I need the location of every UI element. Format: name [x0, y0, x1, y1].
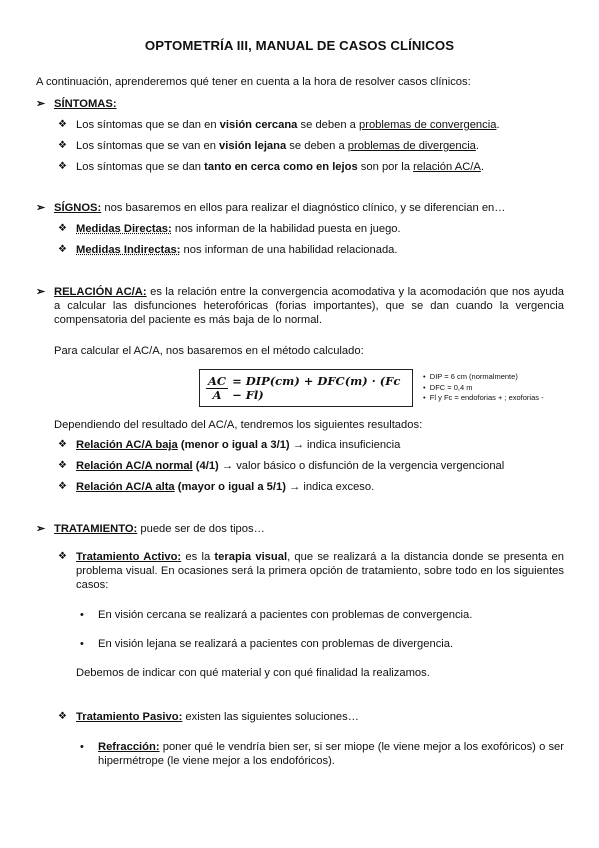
signos-heading-label: SÍGNOS: [54, 202, 102, 214]
result-bold: (4/1) [192, 460, 219, 472]
result-bold: (menor o igual a 3/1) [177, 439, 290, 451]
diamond-bullet-icon: ❖ [58, 119, 67, 130]
arrow-bullet-icon: ➢ [36, 202, 46, 214]
relacion-text: es la relación entre la convergencia acomodativa y la acomodación que nos ayuda a calcular las disfunciones heterofóricas (forias importantes), que se dan cuando la vergencia compensatoria del paciente es más baja de lo normal. [54, 286, 565, 326]
note-item: • DIP = 6 cm (normalmente) [423, 372, 518, 381]
arrow-bullet-icon: ➢ [36, 98, 46, 110]
signos-item [76, 243, 398, 257]
result-text: → indica insuficiencia [289, 439, 401, 451]
item-bold: visión cercana [219, 119, 298, 131]
result-label: Relación AC/A normal [76, 460, 193, 472]
diamond-bullet-icon: ❖ [58, 140, 67, 151]
formula-denominator: A [212, 387, 222, 402]
tratamiento-pasivo [76, 710, 359, 724]
item-text: . [480, 161, 484, 173]
signos-item-label: Medidas Indirectas: [76, 244, 181, 256]
diamond-bullet-icon: ❖ [58, 711, 67, 722]
diamond-bullet-icon: ❖ [58, 551, 67, 562]
signos-item-label: Medidas Directas: [76, 223, 172, 235]
tratamiento-text: puede ser de dos tipos… [137, 523, 265, 535]
pasivo-text: existen las siguientes soluciones… [182, 711, 359, 723]
intro-text: A continuación, aprenderemos qué tener en cuenta a la hora de resolver casos clínicos: [36, 76, 471, 88]
tratamiento-heading [54, 522, 265, 536]
note-text: DIP = 6 cm (normalmente) [429, 372, 518, 381]
signos-text: nos basaremos en ellos para realizar el diagnóstico clínico, y se diferencian en… [101, 202, 506, 214]
refraccion-text: poner qué le vendría bien ser, si ser miope (le viene mejor a los exofóricos) o ser hipermétrope (le viene mejor a los endofóricos). [98, 741, 564, 767]
formula-numerator: AC [208, 373, 227, 388]
tratamiento-heading-label: TRATAMIENTO: [54, 523, 138, 535]
result-item [76, 480, 374, 494]
diamond-bullet-icon: ❖ [58, 161, 67, 172]
bullet-dot-icon: • [80, 609, 84, 621]
results-text: Dependiendo del resultado del AC/A, tendremos los siguientes resultados: [54, 419, 423, 431]
item-underlined: problemas de convergencia [359, 119, 497, 131]
bullet-dot-icon: • [80, 638, 84, 650]
signos-item [76, 222, 401, 236]
sintomas-heading [54, 97, 117, 111]
item-bold: visión lejana [219, 140, 287, 152]
activo-closing: Debemos de indicar con qué material y con qué finalidad la realizamos. [76, 667, 430, 679]
sintomas-item [76, 118, 500, 132]
result-label: Relación AC/A alta [76, 481, 175, 493]
sintomas-heading-label: SÍNTOMAS: [54, 98, 117, 110]
item-text: Los síntomas que se dan [76, 161, 205, 173]
formula-fraction [206, 375, 228, 402]
diamond-bullet-icon: ❖ [58, 481, 67, 492]
relacion-paragraph [54, 285, 564, 327]
activo-text: , que se realizará a la distancia donde se presenta en problema visual. En ocasiones será la primera opción de tratamiento, sobre todo en los siguientes casos: [76, 551, 564, 591]
sintomas-item [76, 160, 484, 174]
relacion-heading: RELACIÓN AC/A: [54, 286, 147, 298]
arrow-bullet-icon: ➢ [36, 523, 46, 535]
item-text: Los síntomas que se dan en [76, 119, 220, 131]
diamond-bullet-icon: ❖ [58, 244, 67, 255]
result-bold: (mayor o igual a 5/1) [174, 481, 286, 493]
diamond-bullet-icon: ❖ [58, 223, 67, 234]
item-text: se deben a [297, 119, 359, 131]
activo-bold: terapia visual [214, 551, 288, 563]
note-text: DFC = 0,4 m [429, 382, 473, 392]
result-text: → valor básico o disfunción de la vergencia vergencional [218, 460, 505, 472]
refraccion-paragraph [98, 740, 564, 768]
note-text: Fl y Fc = endoforias + ; exoforias - [429, 393, 544, 402]
diamond-bullet-icon: ❖ [58, 460, 67, 471]
formula-rhs: = DIP(cm) + DFC(m) · (Fc − Fl) [232, 374, 401, 402]
activo-label: Tratamiento Activo: [76, 551, 182, 563]
activo-bullet: En visión cercana se realizará a pacientes con problemas de convergencia. [98, 609, 473, 621]
pasivo-label: Tratamiento Pasivo: [76, 711, 183, 723]
diamond-bullet-icon: ❖ [58, 439, 67, 450]
page-title: OPTOMETRÍA III, MANUAL DE CASOS CLÍNICOS [144, 38, 455, 53]
calc-text: Para calcular el AC/A, nos basaremos en el método calculado: [54, 345, 364, 357]
result-item [76, 459, 504, 473]
item-text: . [496, 119, 500, 131]
result-label: Relación AC/A baja [76, 439, 178, 451]
arrow-bullet-icon: ➢ [36, 286, 46, 298]
sintomas-item [76, 139, 479, 153]
formula-box [199, 369, 413, 407]
item-text: Los síntomas que se van en [76, 140, 220, 152]
signos-item-text: nos informan de la habilidad puesta en juego. [171, 223, 401, 235]
signos-item-text: nos informan de una habilidad relacionada. [180, 244, 398, 256]
result-text: → indica exceso. [285, 481, 375, 493]
item-underlined: relación AC/A [413, 161, 481, 173]
activo-text: es la [181, 551, 215, 563]
refraccion-label: Refracción: [98, 741, 160, 753]
item-text: son por la [357, 161, 414, 173]
item-text: . [475, 140, 480, 152]
note-item: • Fl y Fc = endoforias + ; exoforias - [423, 393, 544, 402]
note-item: • DFC = 0,4 m [423, 382, 473, 392]
signos-heading [54, 201, 505, 215]
activo-bullet: En visión lejana se realizará a pacientes con problemas de divergencia. [98, 638, 454, 650]
item-bold: tanto en cerca como en lejos [204, 161, 358, 173]
tratamiento-activo-paragraph [76, 550, 564, 592]
item-text: se deben a [286, 140, 348, 152]
formula-notes [423, 372, 544, 404]
item-underlined: problemas de divergencia [347, 140, 476, 152]
result-item [76, 438, 400, 452]
bullet-dot-icon: • [80, 741, 84, 753]
